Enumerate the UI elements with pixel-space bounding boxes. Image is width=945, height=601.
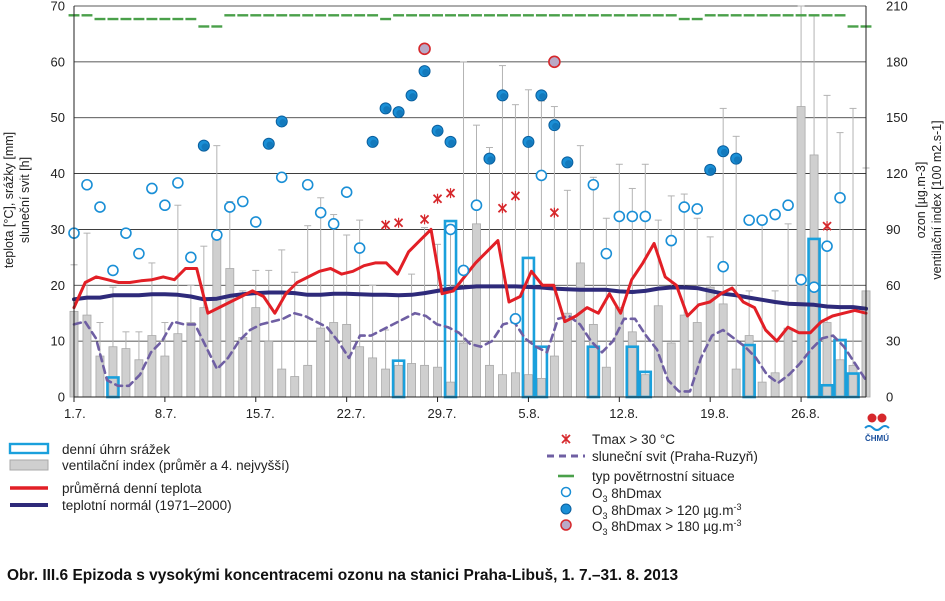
o3-point bbox=[783, 200, 793, 210]
x-tick-label: 29.7. bbox=[427, 406, 457, 421]
vent-bar bbox=[498, 375, 506, 397]
o3-point bbox=[95, 202, 105, 212]
o3-120-shade bbox=[383, 106, 390, 113]
y-left-title-2: sluneční svit [h] bbox=[18, 156, 32, 244]
o3-point bbox=[121, 228, 131, 238]
o3-120-shade bbox=[409, 93, 416, 100]
tmax-marker bbox=[421, 214, 429, 224]
o3-120-point bbox=[562, 157, 573, 168]
o3-120-shade bbox=[202, 143, 209, 150]
vent-bar bbox=[213, 237, 221, 397]
o3-point bbox=[601, 249, 611, 259]
vent-bar bbox=[395, 365, 403, 397]
legend-label: denní úhrn srážek bbox=[62, 442, 171, 457]
y-left-tick-label: 30 bbox=[50, 221, 65, 237]
vent-bar bbox=[485, 365, 493, 397]
o3-point bbox=[108, 265, 118, 275]
vent-bar bbox=[317, 328, 325, 397]
tmax-marker bbox=[511, 191, 519, 201]
vent-bar bbox=[680, 315, 688, 397]
o3-point bbox=[718, 262, 728, 272]
y-right-tick-label: 30 bbox=[886, 333, 901, 349]
o3-point bbox=[225, 202, 235, 212]
o3-point bbox=[316, 208, 326, 218]
legend-label: sluneční svit (Praha-Ruzyň) bbox=[592, 449, 758, 464]
o3-120-point bbox=[419, 66, 430, 77]
o3-180-point bbox=[549, 56, 560, 67]
y-right-tick-label: 210 bbox=[886, 0, 908, 14]
o3-120-shade bbox=[396, 110, 403, 117]
legend-left bbox=[10, 442, 289, 513]
vent-bar bbox=[771, 373, 779, 397]
legend-label: Tmax > 30 °C bbox=[592, 432, 676, 447]
o3-point bbox=[160, 200, 170, 210]
o3-point bbox=[186, 252, 196, 262]
vent-bar bbox=[446, 382, 454, 397]
x-tick-label: 5.8. bbox=[518, 406, 541, 421]
o3-120-point bbox=[536, 90, 547, 101]
legend-label: teplotní normál (1971–2000) bbox=[62, 498, 232, 513]
legend-o3-120-swatch bbox=[561, 504, 571, 514]
vent-bar bbox=[732, 369, 740, 397]
vent-bar bbox=[511, 373, 519, 397]
legend-o3-180-swatch bbox=[561, 520, 571, 530]
o3-120-point bbox=[198, 140, 209, 151]
ventilation-bars bbox=[70, 6, 870, 397]
x-tick-label: 12.8. bbox=[609, 406, 639, 421]
o3-120-shade bbox=[422, 69, 429, 76]
o3-point bbox=[614, 211, 624, 221]
o3-point bbox=[303, 180, 313, 190]
vent-bar bbox=[810, 155, 818, 397]
vent-bar bbox=[122, 349, 130, 397]
o3-120-point bbox=[367, 136, 378, 147]
o3-120-shade bbox=[526, 140, 533, 147]
vent-bar bbox=[174, 334, 182, 397]
o3-120-point bbox=[276, 116, 287, 127]
legend-label: průměrná denní teplota bbox=[62, 481, 202, 496]
vent-bar bbox=[278, 369, 286, 397]
x-tick-label: 26.8. bbox=[791, 406, 821, 421]
o3-120-shade bbox=[565, 160, 572, 167]
vent-bar bbox=[628, 332, 636, 397]
vent-bar bbox=[641, 375, 649, 397]
vent-bar bbox=[836, 360, 844, 397]
o3-120-point bbox=[406, 90, 417, 101]
o3-point bbox=[809, 282, 819, 292]
y-left-tick-label: 70 bbox=[50, 0, 65, 14]
o3-point bbox=[471, 200, 481, 210]
vent-bar bbox=[524, 375, 532, 397]
o3-point bbox=[679, 202, 689, 212]
o3-120-point bbox=[380, 103, 391, 114]
vent-bar bbox=[459, 343, 467, 397]
vent-bar bbox=[667, 343, 675, 397]
o3-120-shade bbox=[487, 156, 494, 163]
o3-point bbox=[640, 211, 650, 221]
o3-point bbox=[212, 230, 222, 240]
vent-bar bbox=[304, 365, 312, 397]
o3-120-point bbox=[263, 138, 274, 149]
logo-text: ČHMÚ bbox=[865, 434, 889, 443]
legend-label: $O_3$ 8hDmax > 120 $\mu g.m^{-3}$ bbox=[592, 502, 742, 521]
y-left-tick-label: 20 bbox=[50, 277, 65, 293]
vent-bar bbox=[758, 382, 766, 397]
vent-bar bbox=[537, 378, 545, 397]
vent-bar bbox=[187, 323, 195, 397]
vent-bar bbox=[148, 336, 156, 397]
vent-bar bbox=[719, 304, 727, 397]
vent-bar bbox=[226, 269, 234, 397]
vent-bar bbox=[602, 367, 610, 397]
vent-bar bbox=[252, 308, 260, 397]
x-tick-label: 15.7. bbox=[245, 406, 275, 421]
o3-point bbox=[757, 215, 767, 225]
legend-precip-swatch bbox=[10, 444, 48, 453]
o3-120-shade bbox=[708, 168, 715, 175]
x-tick-label: 19.8. bbox=[700, 406, 730, 421]
legend-label: typ povětrnostní situace bbox=[592, 469, 735, 484]
y-right-title: ozon [µg.m-3] bbox=[914, 161, 928, 239]
vent-bar bbox=[421, 365, 429, 397]
o3-point bbox=[822, 241, 832, 251]
o3-point bbox=[277, 172, 287, 182]
o3-120-shade bbox=[370, 140, 377, 147]
o3-120-point bbox=[731, 153, 742, 164]
vent-bar bbox=[200, 308, 208, 397]
tmax-marker bbox=[434, 194, 442, 204]
o3-point bbox=[627, 211, 637, 221]
o3-point bbox=[666, 236, 676, 246]
legend-tmax-swatch bbox=[562, 434, 570, 444]
o3-120-point bbox=[484, 153, 495, 164]
y-right-tick-label: 150 bbox=[886, 110, 908, 126]
o3-point bbox=[329, 219, 339, 229]
legend-label: $O_3$ 8hDmax bbox=[592, 486, 662, 504]
o3-120-point bbox=[497, 90, 508, 101]
tmax-marker bbox=[550, 208, 558, 218]
vent-bar bbox=[472, 224, 480, 397]
vent-bar bbox=[239, 337, 247, 397]
o3-point bbox=[342, 187, 352, 197]
y-right-title-2: ventilační index [100 m2.s-1] bbox=[930, 120, 944, 280]
y-right-tick-label: 120 bbox=[886, 166, 908, 182]
vent-bar bbox=[784, 328, 792, 397]
y-left-tick-label: 10 bbox=[50, 333, 65, 349]
tmax-marker bbox=[498, 203, 506, 213]
vent-bar bbox=[849, 365, 857, 397]
o3-point bbox=[82, 180, 92, 190]
tmax-marker bbox=[382, 220, 390, 230]
o3-point bbox=[692, 204, 702, 214]
vent-bar bbox=[343, 324, 351, 397]
o3-point bbox=[536, 170, 546, 180]
vent-bar bbox=[356, 347, 364, 397]
o3-120-shade bbox=[500, 93, 507, 100]
o3-120-shade bbox=[734, 156, 741, 163]
o3-120-shade bbox=[435, 128, 442, 135]
legend-vent-swatch bbox=[10, 460, 48, 470]
x-tick-label: 22.7. bbox=[336, 406, 366, 421]
vent-bar bbox=[369, 358, 377, 397]
o3-point bbox=[147, 183, 157, 193]
vent-bar bbox=[265, 341, 273, 397]
legend-label: ventilační index (průměr a 4. nejvyšší) bbox=[62, 458, 290, 473]
o3-point bbox=[459, 265, 469, 275]
o3-point bbox=[251, 217, 261, 227]
o3-120-shade bbox=[448, 140, 455, 147]
vent-bar bbox=[161, 356, 169, 397]
vent-bar bbox=[109, 347, 117, 397]
o3-point bbox=[134, 249, 144, 259]
o3-120-shade bbox=[539, 93, 546, 100]
o3-120-shade bbox=[266, 141, 273, 148]
y-right-tick-label: 0 bbox=[886, 389, 894, 405]
y-right-tick-label: 60 bbox=[886, 277, 901, 293]
y-left-tick-label: 40 bbox=[50, 166, 65, 182]
vent-bar bbox=[408, 363, 416, 397]
legend-right bbox=[547, 432, 758, 537]
o3-point bbox=[744, 215, 754, 225]
y-right-tick-label: 90 bbox=[886, 221, 901, 237]
tmax-marker bbox=[823, 221, 831, 231]
o3-120-point bbox=[718, 146, 729, 157]
o3-120-point bbox=[393, 107, 404, 118]
o3-point bbox=[173, 178, 183, 188]
vent-bar bbox=[434, 367, 442, 397]
vent-bar bbox=[550, 356, 558, 397]
tmax-marker bbox=[395, 218, 403, 228]
y-right-tick-label: 180 bbox=[886, 54, 908, 70]
vent-bar bbox=[382, 369, 390, 397]
o3-120-point bbox=[705, 164, 716, 175]
o3-point bbox=[835, 193, 845, 203]
o3-point bbox=[510, 314, 520, 324]
o3-120-shade bbox=[279, 119, 286, 126]
o3-120-point bbox=[432, 125, 443, 136]
x-tick-label: 1.7. bbox=[64, 406, 86, 421]
o3-point bbox=[770, 210, 780, 220]
legend-label: $O_3$ 8hDmax > 180 $\mu g.m^{-3}$ bbox=[592, 518, 742, 537]
o3-120-point bbox=[523, 136, 534, 147]
vent-bar bbox=[291, 377, 299, 397]
o3-120-point bbox=[445, 136, 456, 147]
o3-point bbox=[446, 224, 456, 234]
x-tick-label: 8.7. bbox=[154, 406, 177, 421]
o3-120-shade bbox=[552, 123, 559, 130]
figure-caption: Obr. III.6 Epizoda s vysokými koncentracemi ozonu na stanici Praha-Libuš, 1. 7.–31. 8. 2013 bbox=[7, 567, 679, 584]
o3-120-shade bbox=[721, 149, 728, 156]
tmax-marker bbox=[447, 188, 455, 198]
vent-bar bbox=[563, 313, 571, 397]
o3-point bbox=[588, 180, 598, 190]
o3-point bbox=[238, 197, 248, 207]
y-left-title: teplota [°C], srážky [mm] bbox=[2, 131, 16, 269]
y-left-tick-label: 0 bbox=[57, 389, 65, 405]
chmu-logo bbox=[865, 414, 889, 444]
y-left-tick-label: 50 bbox=[50, 110, 65, 126]
legend-o3-swatch bbox=[562, 488, 571, 497]
o3-point bbox=[355, 243, 365, 253]
o3-180-point bbox=[419, 43, 430, 54]
o3-120-point bbox=[549, 120, 560, 131]
y-left-tick-label: 60 bbox=[50, 54, 65, 70]
vent-bar bbox=[654, 306, 662, 397]
o3-point bbox=[796, 275, 806, 285]
vent-bar bbox=[797, 107, 805, 397]
vent-bar bbox=[589, 324, 597, 397]
